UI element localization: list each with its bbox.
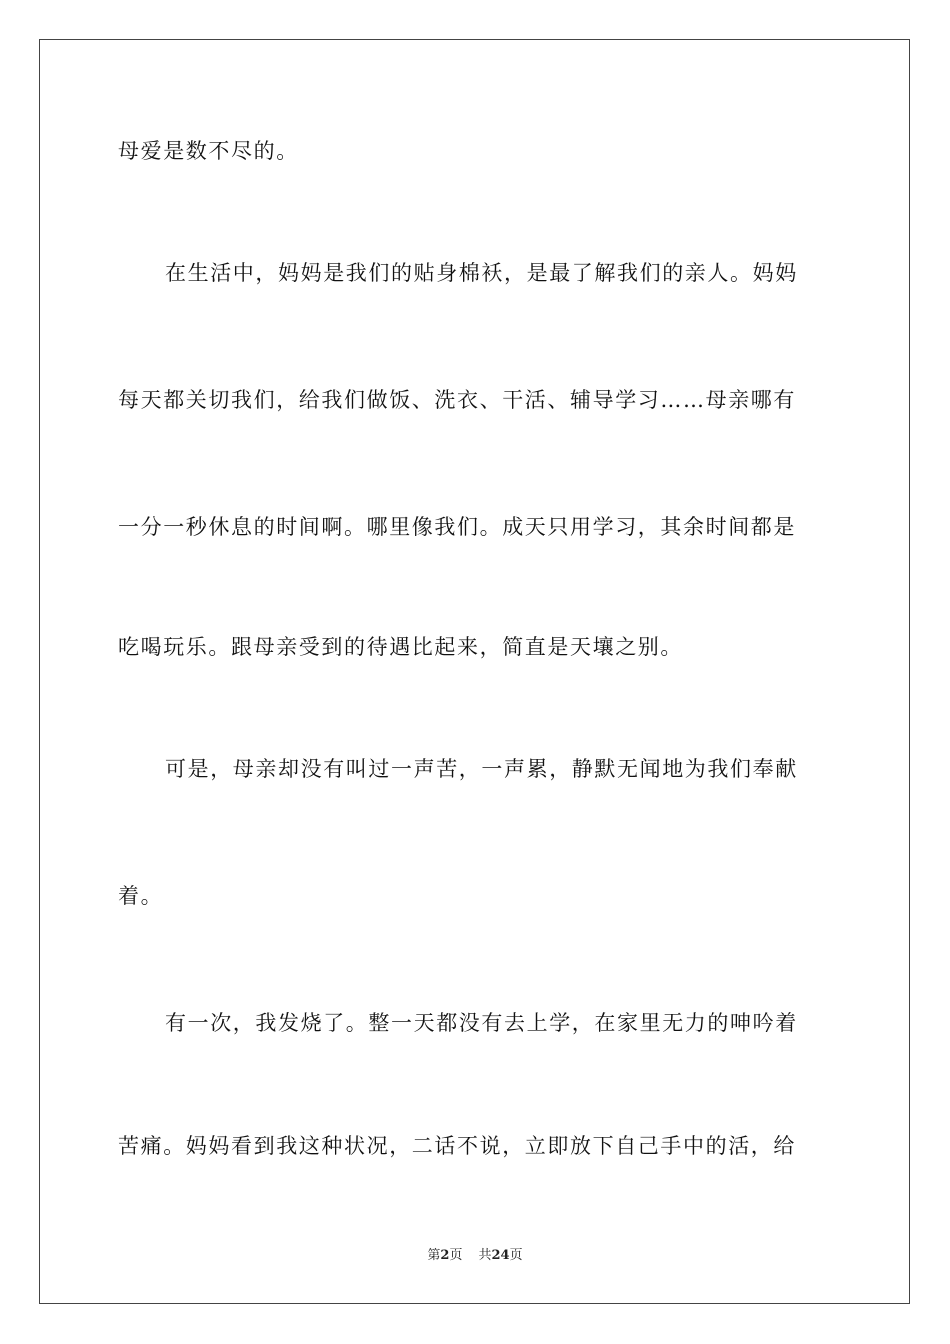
paragraph-line-6: 可是，母亲却没有叫过一声苦，一声累，静默无闻地为我们奉献: [165, 757, 798, 781]
page-total: 24: [491, 1248, 510, 1263]
paragraph-line-8: 有一次，我发烧了。整一天都没有去上学，在家里无力的呻吟着: [165, 1011, 798, 1035]
paragraph-line-7: 着。: [118, 884, 164, 908]
page-prefix: 第: [427, 1248, 441, 1263]
page-unit: 页: [449, 1248, 463, 1263]
paragraph-line-1: 母爱是数不尽的。: [118, 139, 299, 163]
paragraph-line-3: 每天都关切我们，给我们做饭、洗衣、干活、辅导学习……母亲哪有: [118, 388, 796, 412]
page-border: [39, 39, 910, 1304]
paragraph-line-5: 吃喝玩乐。跟母亲受到的待遇比起来，简直是天壤之别。: [118, 635, 683, 659]
paragraph-line-4: 一分一秒休息的时间啊。哪里像我们。成天只用学习，其余时间都是: [118, 515, 796, 539]
page-footer: [0, 1247, 950, 1265]
paragraph-line-2: 在生活中，妈妈是我们的贴身棉袄，是最了解我们的亲人。妈妈: [165, 261, 798, 285]
total-unit: 页: [509, 1248, 523, 1263]
paragraph-line-9: 苦痛。妈妈看到我这种状况，二话不说，立即放下自己手中的活，给: [118, 1134, 796, 1158]
page-current: 2: [440, 1248, 450, 1263]
total-prefix: 共: [478, 1248, 492, 1263]
